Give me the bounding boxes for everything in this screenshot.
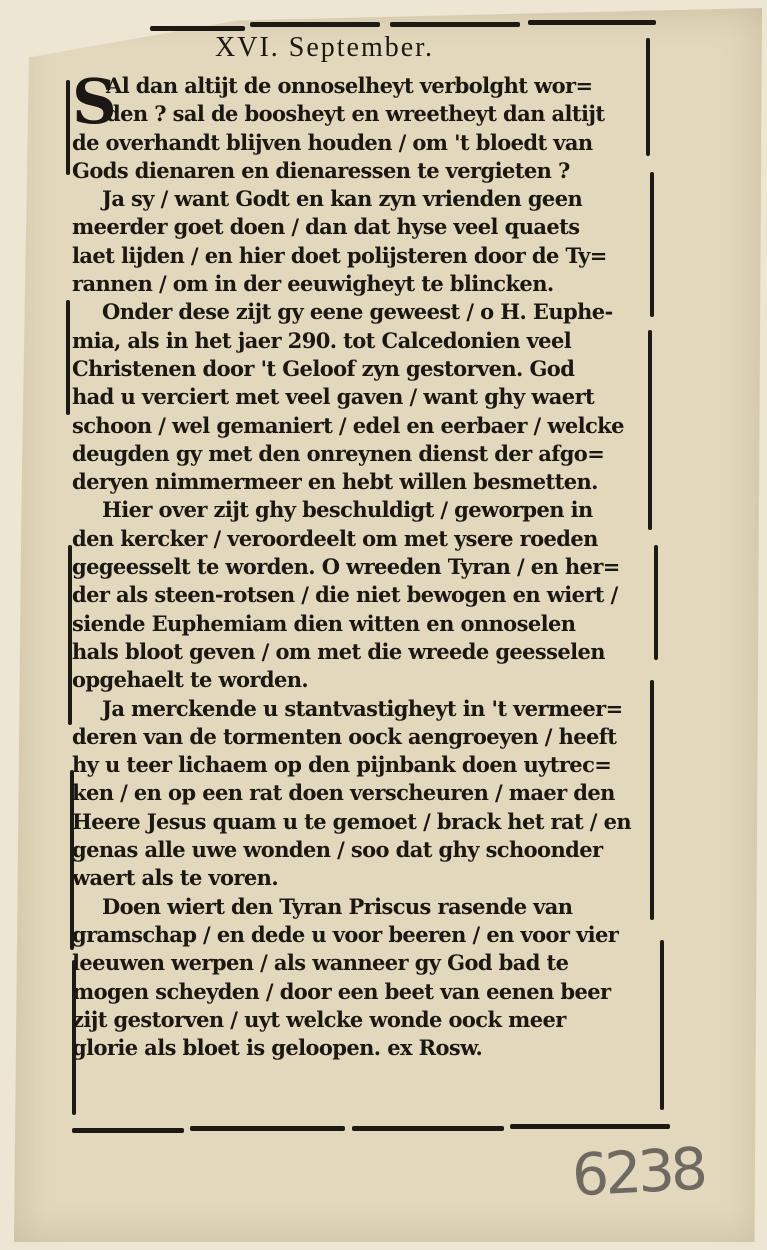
text-line: gegeesselt te worden. O wreeden Tyran / en her= [72, 554, 620, 580]
text-line: den ? sal de boosheyt en wreetheyt dan altijt [106, 101, 605, 127]
text-line: schoon / wel gemaniert / edel en eerbaer / welcke [72, 412, 624, 438]
text-line: Al dan altijt de onnoselheyt verbolght wor= [106, 73, 593, 98]
text-line: had u verciert met veel gaven / want ghy waert [72, 384, 595, 410]
drop-cap: S [72, 65, 117, 138]
text-line: Heere Jesus quam u te gemoet / brack het rat / en [72, 808, 632, 834]
text-line: waert als te voren. [72, 865, 279, 891]
text-line: zijt gestorven / uyt welcke wonde oock meer [72, 1006, 566, 1032]
text-line: Doen wiert den Tyran Priscus rasende van [102, 893, 573, 919]
text-line: leeuwen werpen / als wanneer gy God bad te [72, 950, 569, 976]
text-line: rannen / om in der eeuwigheyt te blincken. [72, 271, 554, 297]
text-line: de overhandt blijven houden / om 't bloedt van [72, 129, 593, 155]
right-border-rule-5 [650, 680, 654, 920]
text-line: laet lijden / en hier doet polijsteren door de Ty= [72, 242, 607, 268]
text-line: deugden gy met den onreynen dienst der afgo= [72, 440, 605, 466]
bottom-rule-4 [510, 1124, 670, 1129]
text-line: hals bloot geven / om met die wreede geesselen [72, 638, 605, 664]
text-line: mia, als in het jaer 290. tot Calcedonien veel [72, 327, 572, 353]
left-border-rule-1 [66, 80, 70, 175]
top-rule-4 [528, 20, 656, 25]
text-line: Onder dese zijt gy eene geweest / o H. Euphe- [102, 299, 613, 325]
text-line: Ja merckende u stantvastigheyt in 't vermeer= [102, 695, 623, 721]
text-line: genas alle uwe wonden / soo dat ghy schoonder [72, 837, 603, 863]
body-text [72, 65, 650, 1062]
handwritten-number: 6238 [570, 1134, 706, 1210]
text-line: Hier over zijt ghy beschuldigt / geworpen in [102, 497, 593, 523]
top-rule-2 [250, 22, 380, 27]
right-border-rule-4 [654, 545, 658, 660]
text-line: Gods dienaren en dienaressen te vergieten ? [72, 157, 570, 183]
left-border-rule-2 [66, 300, 70, 415]
bottom-rule-2 [190, 1126, 345, 1131]
text-line: glorie als bloet is geloopen. ex Rosw. [72, 1035, 483, 1061]
bottom-rule-3 [352, 1126, 504, 1131]
top-rule-1 [150, 26, 245, 31]
text-line: ken / en op een rat doen verscheuren / maer den [72, 780, 615, 806]
bottom-rule-1 [72, 1128, 184, 1133]
text-line: Christenen door 't Geloof zyn gestorven. God [72, 355, 575, 381]
page-heading: XVI. September. [215, 32, 434, 63]
text-line: der als steen-rotsen / die niet bewogen en wiert / [72, 582, 618, 608]
text-line: mogen scheyden / door een beet van eenen beer [72, 978, 611, 1004]
text-line: den kercker / veroordeelt om met ysere roeden [72, 525, 598, 551]
text-line: opgehaelt te worden. [72, 667, 309, 693]
text-line: hy u teer lichaem op den pijnbank doen uytrec= [72, 752, 612, 778]
top-rule-3 [390, 22, 520, 27]
text-line: gramschap / en dede u voor beeren / en voor vier [72, 921, 619, 947]
right-border-rule-2 [650, 172, 654, 317]
text-line: meerder goet doen / dan dat hyse veel quaets [72, 214, 580, 240]
text-line: deryen nimmermeer en hebt willen besmetten. [72, 469, 598, 495]
text-line: deren van de tormenten oock aengroeyen / heeft [72, 723, 617, 749]
text-line: Ja sy / want Godt en kan zyn vrienden geen [102, 186, 583, 212]
text-line: siende Euphemiam dien witten en onnoselen [72, 610, 576, 636]
right-border-rule-6 [660, 940, 664, 1110]
